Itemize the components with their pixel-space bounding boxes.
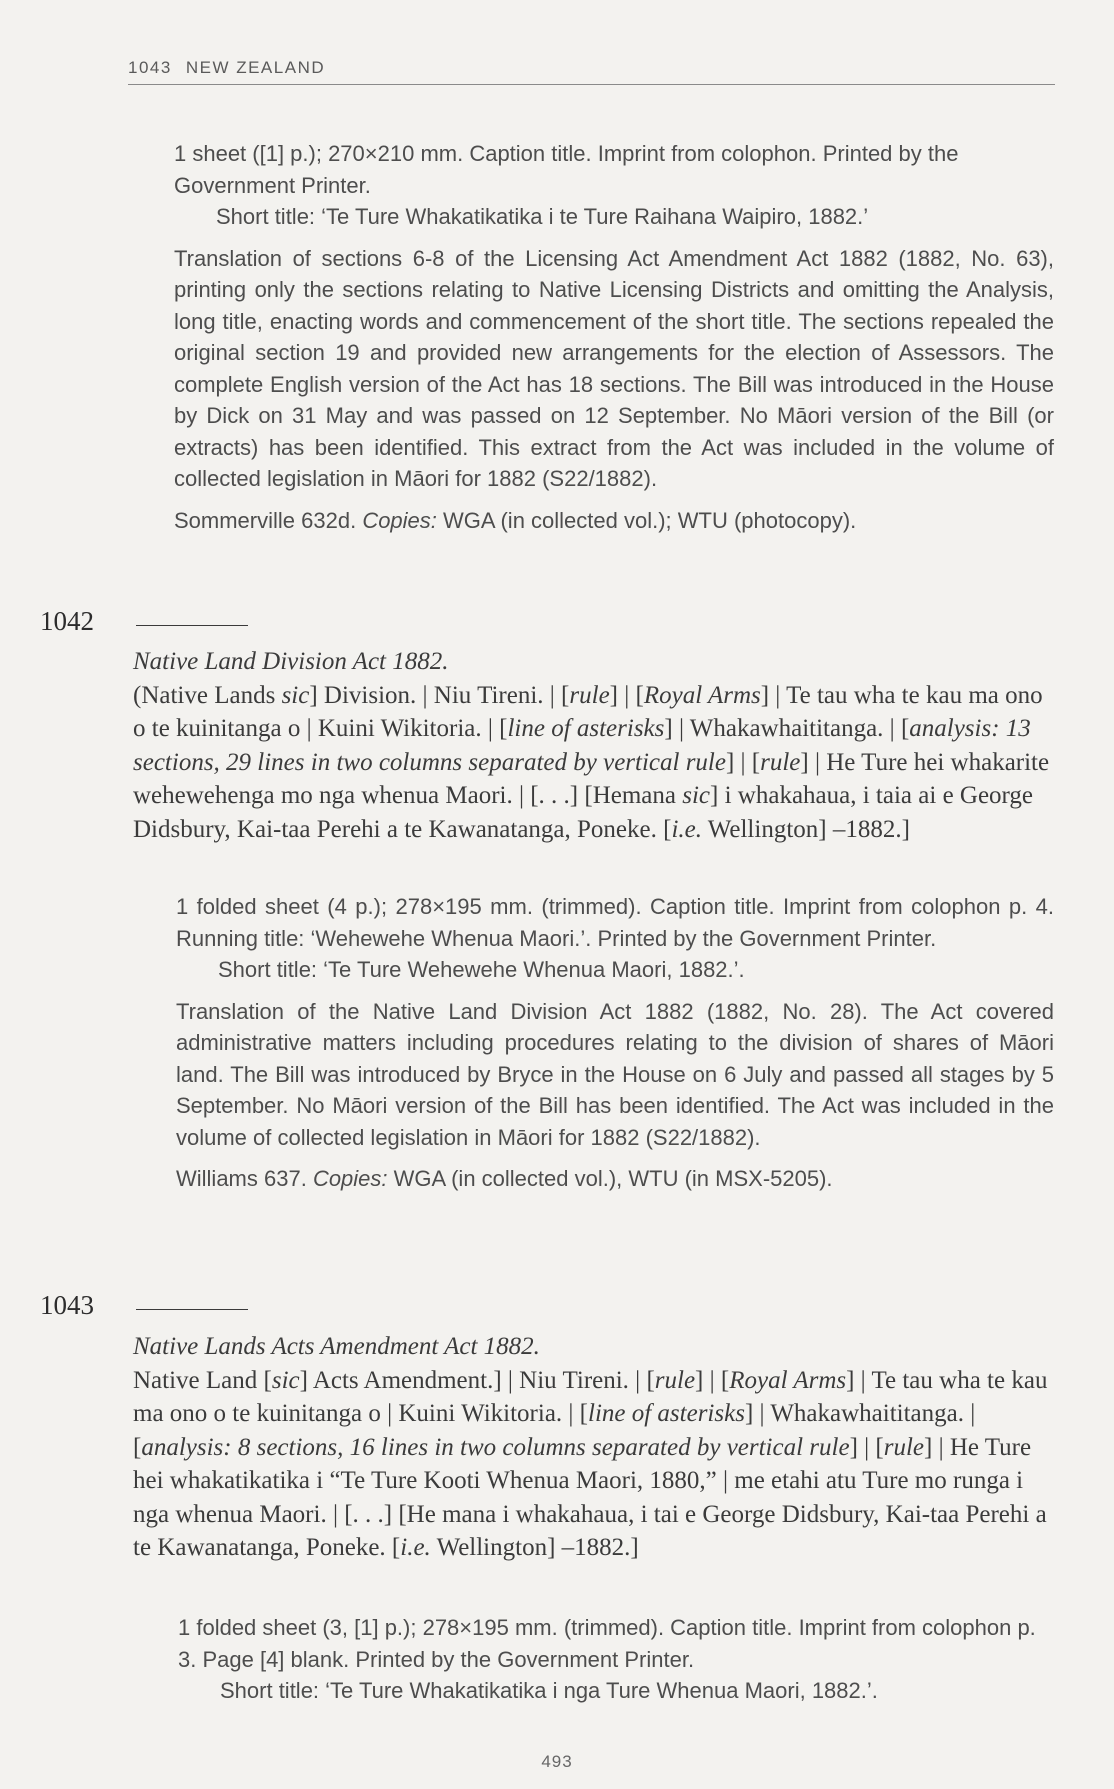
entry-1042-reference: Williams 637. [176, 1166, 307, 1191]
entry-1041-continuation [174, 138, 1054, 536]
entry-1041-reference-line [174, 505, 1054, 537]
entry-1042-number: 1042 [40, 606, 94, 636]
entry-1041-copies: WGA (in collected vol.); WTU (photocopy). [443, 507, 857, 533]
entry-1043-title: Native Lands Acts Amendment Act 1882. [133, 1333, 540, 1360]
entry-1042-rule [136, 625, 248, 626]
entry-1042-copies-label: Copies: [312, 1166, 388, 1191]
entry-1042-reference-line [176, 1163, 1054, 1195]
entry-1042-copies: WGA (in collected vol.), WTU (in MSX-5205). [393, 1166, 833, 1191]
entry-1042-physical-description: 1 folded sheet (4 p.); 278×195 mm. (trimmed). Caption title. Imprint from colophon p. 4. Running title: ‘Wehewehe Whenua Maori.’. Printed by the Government Printer. [176, 894, 1054, 951]
entry-1043-heading [133, 1330, 1055, 1565]
entry-1043-short-title: Short title: ‘Te Ture Whakatikatika i nga Ture Whenua Maori, 1882.’. [220, 1678, 878, 1703]
running-head-country: NEW ZEALAND [185, 58, 326, 77]
entry-1043-physical-description: 1 folded sheet (3, [1] p.); 278×195 mm. (trimmed). Caption title. Imprint from colophon p. 3. Page [4] blank. Printed by the Government Printer. [178, 1615, 1036, 1672]
entry-1043-rule [136, 1309, 248, 1310]
running-head-page-ref: 1043 [128, 58, 172, 77]
entry-1042-heading [133, 645, 1055, 846]
entry-1043-description [178, 1612, 1054, 1707]
entry-1042-note: Translation of the Native Land Division Act 1882 (1882, No. 28). The Act covered administrative matters including procedures relating to the division of shares of Māori land. The Bill was introduced by Bryce in the House on 6 July and passed all stages by 5 September. No Māori version of the Bill has been identified. The Act was included in the volume of collected legislation in Māori for 1882 (S22/1882). [176, 998, 1054, 1150]
entry-1041-physical-description: 1 sheet ([1] p.); 270×210 mm. Caption title. Imprint from colophon. Printed by the Government Printer. [174, 141, 959, 198]
entry-1042-title: Native Land Division Act 1882. [133, 648, 449, 675]
entry-1042-transcription: (Native Lands sic] Division. | Niu Tireni. | [rule] | [Royal Arms] | Te tau wha te kau ma ono o te kuinitanga o | Kuini Wikitoria. | [line of asterisks] | Whakawhaititanga. | [analysis: 13 sections, 29 lines in two columns separated by vertical rule] | [rule] | He Ture hei whakarite wehewehenga mo nga whenua Maori. | [. . .] [Hemana sic] i whakahaua, i taia ai e George Didsbury, Kai-taa Perehi a te Kawanatanga, Poneke. [i.e. Wellington] –1882.] [133, 681, 1050, 843]
entry-1043-number: 1043 [40, 1290, 94, 1320]
entry-1041-reference: Sommerville 632d. [174, 507, 357, 533]
running-head [128, 58, 1055, 85]
entry-1041-note: Translation of sections 6-8 of the Licensing Act Amendment Act 1882 (1882, No. 63), printing only the sections relating to Native Licensing Districts and omitting the Analysis, long title, enacting words and commencement of the short title. The sections repealed the original section 19 and provided new arrangements for the election of Assessors. The complete English version of the Act has 18 sections. The Bill was introduced in the House by Dick on 31 May and was passed on 12 September. No Māori version of the Bill (or extracts) has been identified. This extract from the Act was included in the volume of collected legislation in Māori for 1882 (S22/1882). [174, 245, 1054, 491]
entry-1042-short-title: Short title: ‘Te Ture Wehewehe Whenua Maori, 1882.’. [218, 957, 745, 982]
page-number: 493 [541, 1752, 573, 1771]
entry-1042-description [176, 891, 1054, 1195]
entry-1043-transcription: Native Land [sic] Acts Amendment.] | Niu Tireni. | [rule] | [Royal Arms] | Te tau wha te kau ma ono o te kuinitanga o | Kuini Wikitoria. | [line of asterisks] | Whakawhaititanga. | [analysis: 8 sections, 16 lines in two columns separated by vertical rule] | [rule] | He Ture hei whakatikatika i “Te Ture Kooti Whenua Maori, 1880,” | me etahi atu Ture mo runga i nga whenua Maori. | [. . .] [He mana i whakahaua, i tai e George Didsbury, Kai-taa Perehi a te Kawanatanga, Poneke. [i.e. Wellington] –1882.] [133, 1366, 1048, 1561]
entry-1041-copies-label: Copies: [362, 507, 437, 533]
entry-1041-short-title: Short title: ‘Te Ture Whakatikatika i te Ture Raihana Waipiro, 1882.’ [216, 204, 869, 229]
